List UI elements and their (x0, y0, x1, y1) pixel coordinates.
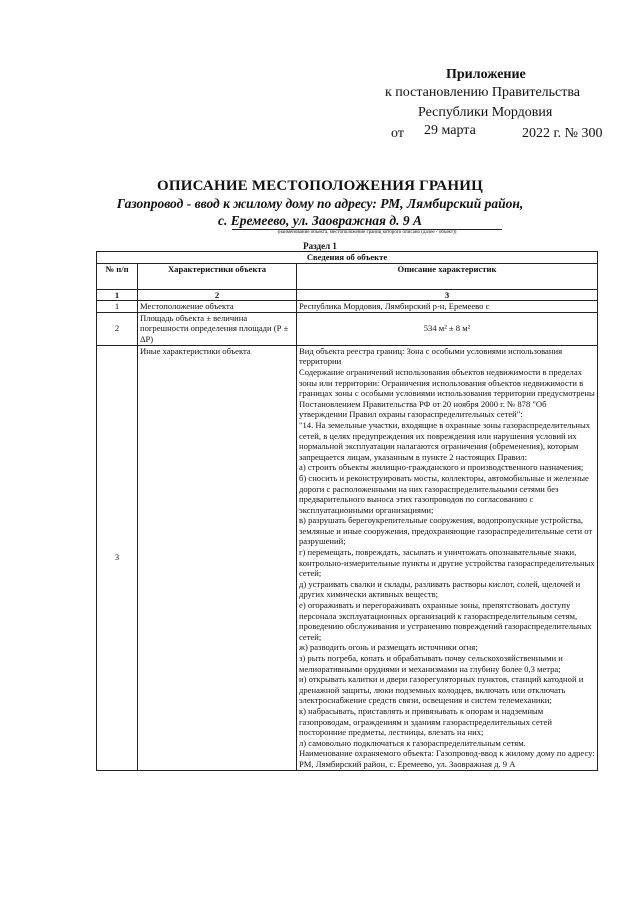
desc-paragraph: ж) разводить огонь и размещать источники огня; (299, 642, 478, 653)
col-header-description: Описание характеристик (297, 263, 598, 289)
appendix-republic: Республики Мордовия (418, 105, 553, 120)
row-characteristic: Иные характеристики объекта (138, 345, 297, 770)
desc-paragraph: л) самовольно подключаться к газораспределительным сетям. (299, 737, 526, 748)
object-name-line2: с. Еремеево, ул. Заовражная д. 9 А (218, 213, 422, 228)
title-caption: (наименование объекта, местоположение границ которого описано (далее - объект)) (277, 230, 457, 235)
desc-paragraph: з) рыть погреба, копать и обрабатывать почву сельскохозяйственными и мелиоративными орудиями и механизмами на глубину более 0,3 метра; (299, 653, 563, 674)
section-heading: Сведения об объекте (97, 252, 598, 264)
appendix-label: Приложение (446, 67, 526, 82)
object-name-line1: Газопровод - ввод к жилому дому по адресу: РМ, Лямбирский район, (116, 196, 524, 211)
row-number: 1 (97, 301, 138, 313)
row-number: 2 (97, 312, 138, 345)
desc-paragraph: б) сносить и реконструировать мосты, коллекторы, автомобильные и железные дороги с расположенными на них газораспределительными сетями без предварительного выноса этих газопроводов по согласованию с эксплуатационными организациями; (299, 472, 589, 515)
row-description: 534 м² ± 8 м² (297, 312, 598, 345)
row-characteristic: Местоположение объекта (138, 301, 297, 313)
desc-paragraph: Наименование охраняемого объекта: Газопровод-ввод к жилому дому по адресу: РМ, Лямбирский район, с. Еремеево, ул. Заовражная д. 9 А (299, 748, 595, 769)
row-description: Республика Мордовия, Лямбирский р-н, Еремеево с (297, 301, 598, 313)
section-label: Раздел 1 (303, 241, 337, 251)
table-row (97, 301, 598, 313)
row-number: 3 (97, 345, 138, 770)
date-prefix: от (391, 126, 404, 141)
date-year-number: 2022 г. № 300 (522, 126, 603, 141)
desc-paragraph: д) устраивать свалки и склады, разливать растворы кислот, солей, щелочей и других химически активных веществ; (299, 578, 581, 600)
col-header-number: № п/п (97, 263, 138, 289)
col-index-2: 2 (138, 289, 297, 301)
appendix-subtitle: к постановлению Правительства (385, 85, 581, 100)
col-header-characteristic: Характеристики объекта (138, 263, 297, 289)
desc-paragraph: г) перемещать, повреждать, засыпать и уничтожать опознавательные знаки, контрольно-измерительные пункты и другие устройства газораспределительных сетей; (299, 547, 595, 579)
desc-paragraph: Содержание ограничений использования объектов недвижимости в пределах зоны или территории: Ограничения использования объектов недвижимости в границах зоны с особыми условиями использования территории предусмотрены Постановлением Правительства РФ от 20 ноября 2000 г. № 878 "Об утверждении Правил охраны газораспределительных сетей": (299, 366, 595, 420)
desc-paragraph: е) огораживать и перегораживать охранные зоны, препятствовать доступу персонала эксплуатационных организаций к газораспределительным сетям, проведению обслуживания и устранению повреждений газораспределительных сетей; (299, 600, 592, 642)
table-row (97, 312, 598, 345)
desc-paragraph: в) разрушать берегоукрепительные сооружения, водопропускные устройства, земляные и иные сооружения, предохраняющие газораспределительные сети от разрушений; (299, 515, 593, 547)
desc-paragraph: "14. На земельные участки, входящие в охранные зоны газораспределительных сетей, в целях предупреждения их повреждения или нарушения условий их нормальной эксплуатации налагаются ограничения (обременения), которым запрещается лицам, указанным в пункте 2 настоящих Правил: (299, 419, 591, 462)
desc-paragraph: и) открывать калитки и двери газорегуляторных пунктов, станций катодной и дренажной защиты, люки подземных колодцев, включать или отключать электроснабжение средств связи, освещения и систем телемеханики; (299, 674, 584, 706)
desc-paragraph: Вид объекта реестра границ: Зона с особыми условиями использования территории (299, 345, 563, 367)
row-characteristic: Площадь объекта ± величина погрешности определения площади (Р ± ΔР) (138, 312, 297, 345)
object-info-table (96, 251, 598, 771)
date-day-month: 29 марта (424, 123, 476, 138)
col-index-3: 3 (297, 289, 598, 301)
row-description (297, 345, 598, 770)
col-index-1: 1 (97, 289, 138, 301)
table-row (97, 345, 598, 770)
desc-paragraph: к) набрасывать, приставлять и привязывать к опорам и надземным газопроводам, ограждениям и зданиям газораспределительных сетей посторонние предметы, лестницы, влезать на них; (299, 705, 552, 738)
document-title: ОПИСАНИЕ МЕСТОПОЛОЖЕНИЯ ГРАНИЦ (157, 178, 483, 194)
desc-paragraph: а) строить объекты жилищно-гражданского и производственного назначения; (299, 462, 584, 473)
